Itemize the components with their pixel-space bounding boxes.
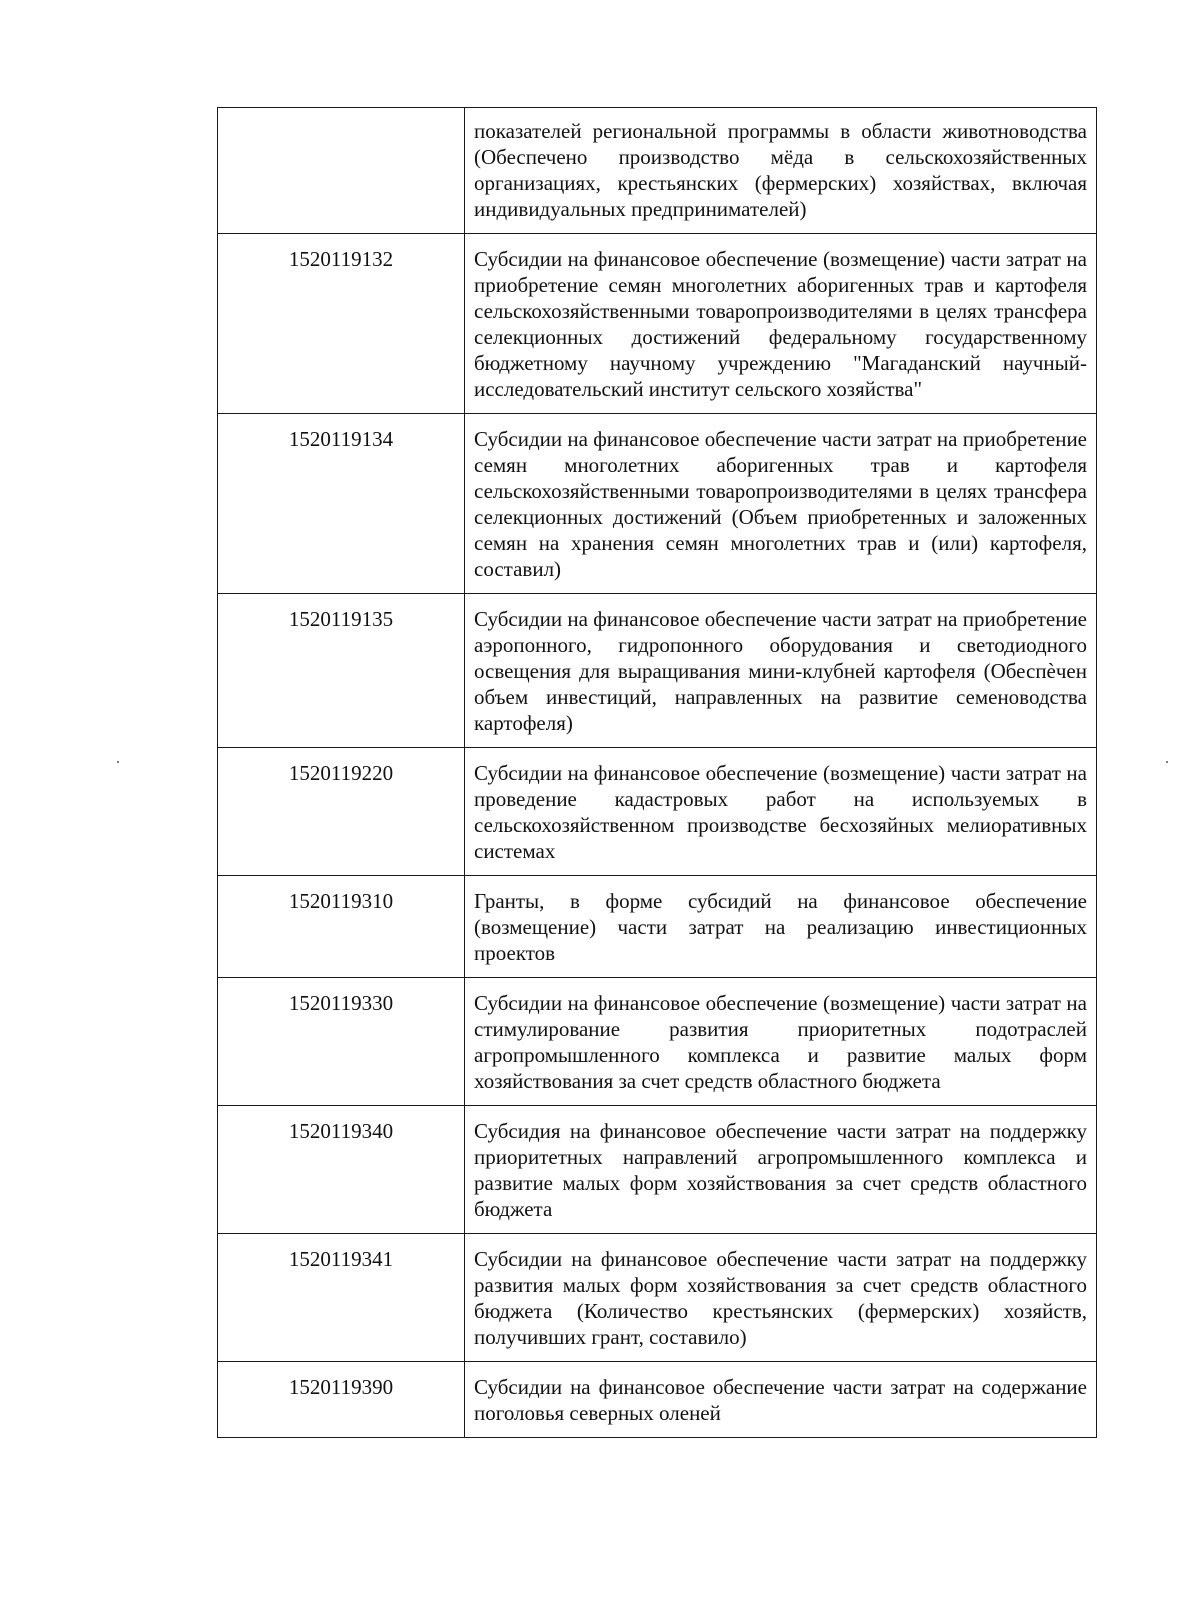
table-row (218, 108, 1097, 234)
description-cell: Гранты, в форме субсидий на финансовое обеспечение (возмещение) части затрат на реализацию инвестиционных проектов (465, 876, 1097, 978)
table-row (218, 978, 1097, 1106)
description-cell: Субсидии на финансовое обеспечение (возмещение) части затрат на проведение кадастровых работ на используемых в сельскохозяйственном производстве бесхозяйных мелиоративных системах (465, 748, 1097, 876)
description-cell: показателей региональной программы в области животноводства (Обеспечено производство мёда в сельскохозяйственных организациях, крестьянских (фермерских) хозяйствах, включая индивидуальных предпринимателей) (465, 108, 1097, 234)
description-cell: Субсидия на финансовое обеспечение части затрат на поддержку приоритетных направлений агропромышленного комплекса и развитие малых форм хозяйствования за счет средств областного бюджета (465, 1106, 1097, 1234)
table-row (218, 1234, 1097, 1362)
table-row (218, 1106, 1097, 1234)
code-cell: 1520119220 (218, 748, 465, 876)
table-row (218, 414, 1097, 594)
table-row (218, 234, 1097, 414)
description-cell: Субсидии на финансовое обеспечение части затрат на поддержку развития малых форм хозяйствования за счет средств областного бюджета (Количество крестьянских (фермерских) хозяйств, получивших грант, составило) (465, 1234, 1097, 1362)
table-row (218, 876, 1097, 978)
table-row (218, 748, 1097, 876)
description-cell: Субсидии на финансовое обеспечение части затрат на содержание поголовья северных оленей (465, 1362, 1097, 1438)
code-cell: 1520119310 (218, 876, 465, 978)
scan-speck (117, 761, 119, 763)
code-cell: 1520119134 (218, 414, 465, 594)
budget-codes-table (217, 107, 1097, 1438)
code-cell: 1520119135 (218, 594, 465, 748)
description-cell: Субсидии на финансовое обеспечение (возмещение) части затрат на стимулирование развития приоритетных подотраслей агропромышленного комплекса и развитие малых форм хозяйствования за счет средств областного бюджета (465, 978, 1097, 1106)
code-cell: 1520119132 (218, 234, 465, 414)
description-cell: Субсидии на финансовое обеспечение части затрат на приобретение семян многолетних аборигенных трав и картофеля сельскохозяйственными товаропроизводителями в целях трансфера селекционных достижений (Объем приобретенных и заложенных семян на хранения семян многолетних трав и (или) картофеля, составил) (465, 414, 1097, 594)
table-row (218, 594, 1097, 748)
description-cell: Субсидии на финансовое обеспечение части затрат на приобретение аэропонного, гидропонного оборудования и светодиодного освещения для выращивания мини-клубней картофеля (Обеспѐчен объем инвестиций, направленных на развитие семеноводства картофеля) (465, 594, 1097, 748)
description-cell: Субсидии на финансовое обеспечение (возмещение) части затрат на приобретение семян многолетних аборигенных трав и картофеля сельскохозяйственными товаропроизводителями в целях трансфера селекционных достижений федеральному государственному бюджетному научному учреждению "Магаданский научный-исследовательский институт сельского хозяйства" (465, 234, 1097, 414)
scan-speck (1166, 761, 1168, 763)
code-cell: 1520119341 (218, 1234, 465, 1362)
code-cell (218, 108, 465, 234)
table-row (218, 1362, 1097, 1438)
code-cell: 1520119390 (218, 1362, 465, 1438)
code-cell: 1520119330 (218, 978, 465, 1106)
code-cell: 1520119340 (218, 1106, 465, 1234)
